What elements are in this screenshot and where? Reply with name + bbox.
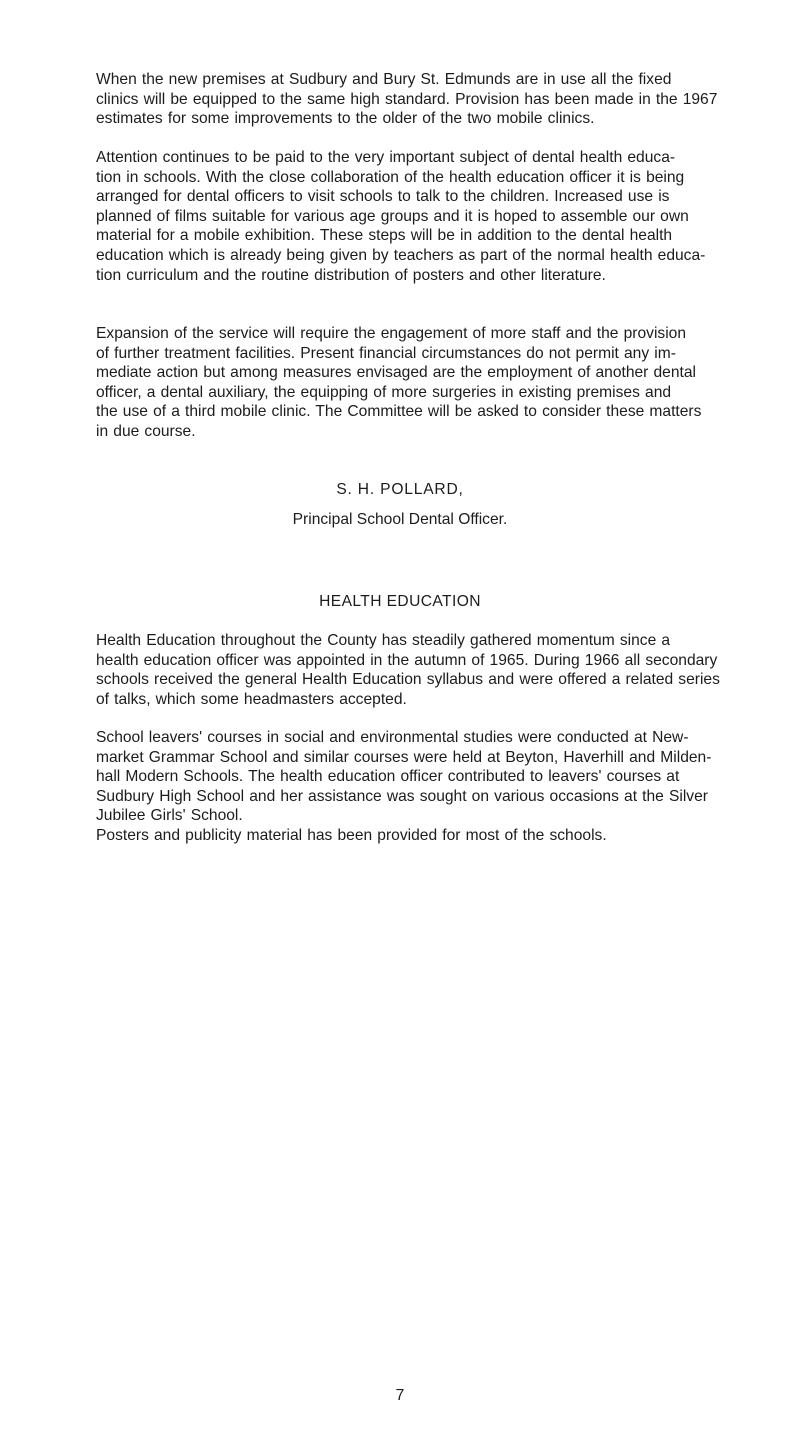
page-number: 7 [395, 1387, 405, 1404]
paragraph-health-education-momentum: Health Education throughout the County has steadily gathered momentum since a health education officer was appointed in the autumn of 1965. During 1966 all secondary schools received the general Health Education syllabus and were offered a related series of talks, which some headmasters accepted. [96, 632, 720, 708]
section-heading: HEALTH EDUCATION [319, 593, 481, 610]
paragraph-service-expansion: Expansion of the service will require the engagement of more staff and the provision of further treatment facilities. Present financial circumstances do not permit any im- mediate action but among measures envisaged are the employment of another dental officer, a dental auxiliary, the equipping of more surgeries in existing premises and the use of a third mobile clinic. The Committee will be asked to consider these matters in due course. [96, 325, 702, 440]
signature-title: Principal School Dental Officer. [292, 511, 508, 528]
paragraph-posters-publicity: Posters and publicity material has been provided for most of the schools. [96, 827, 607, 844]
paragraph-premises-clinics: When the new premises at Sudbury and Bury St. Edmunds are in use all the fixed clinics will be equipped to the same high standard. Provision has been made in the 1967 estimates for some improvements to the older of the two mobile clinics. [96, 71, 718, 128]
paragraph-dental-health-education: Attention continues to be paid to the very important subject of dental health educa- tion in schools. With the close collaboration of the health education officer it is being arranged for dental officers to visit schools to talk to the children. Increased use is planned of films suitable for various age groups and it is hoped to assemble our own material for a mobile exhibition. These steps will be in addition to the dental health education which is already being given by teachers as part of the normal health educa- tion curriculum and the routine distribution of posters and other literature. [96, 149, 706, 284]
signature-name: S. H. POLLARD, [336, 481, 464, 498]
paragraph-school-leavers-courses: School leavers' courses in social and environmental studies were conducted at New- market Grammar School and similar courses were held at Beyton, Haverhill and Milden- hall Modern Schools. The health education officer contributed to leavers' courses at Sudbury High School and her assistance was sought on various occasions at the Silver Jubilee Girls' School. [96, 729, 712, 825]
